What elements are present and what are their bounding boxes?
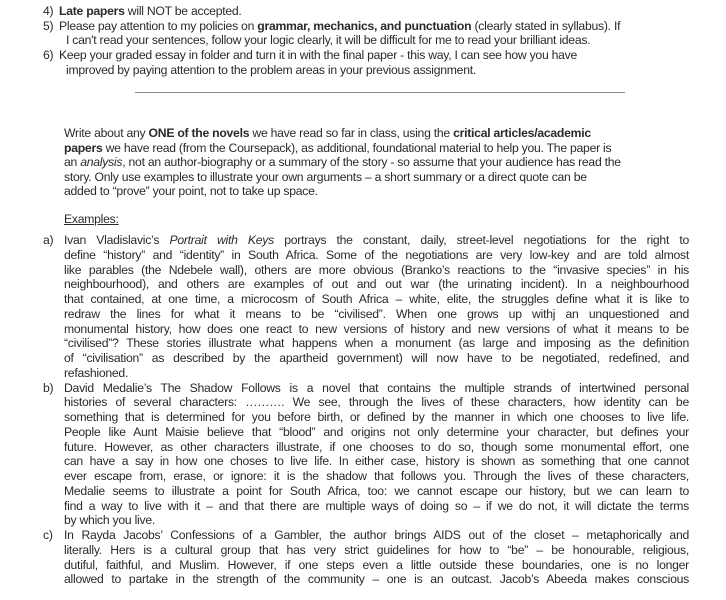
text-run: papers xyxy=(64,140,103,155)
text-run: added to “prove” your point, not to take up space. xyxy=(64,184,318,199)
text-run: refashioned. xyxy=(64,365,129,380)
policy-line xyxy=(66,63,476,78)
example-line xyxy=(64,425,689,440)
example-line xyxy=(64,248,689,263)
text-run: ONE of the novels xyxy=(148,126,250,140)
text-run: neighbourhood), and others are examples of out and out war (the urinating incident). In a neighbourhood xyxy=(64,277,689,292)
example-line xyxy=(64,454,689,469)
text-run: Keep your graded essay in folder and turn it in with the final paper - this way, I can see how you have xyxy=(59,48,578,63)
example-line xyxy=(64,233,689,248)
text-run: analysis xyxy=(80,155,123,170)
text-run: of “civilisation” as described by the apartheid government) will now have to be negotiated, redefined, and xyxy=(64,351,689,365)
instruction-line xyxy=(64,126,689,141)
text-run: I can't read your sentences, follow your logic clearly, it will be difficult for me to read your brilliant ideas. xyxy=(66,33,591,48)
horizontal-divider xyxy=(135,92,625,93)
text-run: People like Aunt Maisie believe that “blood” and origins not only determine your character, but defines your xyxy=(64,424,689,439)
text-run: we have read so far in class, using the xyxy=(249,126,454,140)
example-line xyxy=(64,351,689,366)
text-run: monumental history, how does one react to new versions of history and new versions of what it means to be xyxy=(64,321,689,336)
text-run: In Rayda Jacobs’ Confessions of a Gambler, the author brings AIDS out of the closet – metaphorically and xyxy=(64,528,689,542)
list-marker: 4) xyxy=(43,4,54,18)
example-line xyxy=(64,410,689,425)
text-run: that contained, at one time, a microcosm of South Africa – white, elite, the struggles define what it is like to xyxy=(64,292,689,306)
instruction-line xyxy=(64,170,689,185)
text-run: (clearly stated in syllabus). If xyxy=(471,18,621,33)
text-run: dutiful, faithful, and Muslim. However, if one steps even a little outside these boundaries, one is no longer xyxy=(64,557,689,572)
text-run: Portrait with Keys xyxy=(169,233,274,247)
list-marker: 6) xyxy=(43,48,54,63)
text-run: like parables (the Ndebele wall), others are more obvious (Branko’s reactions to the “invasive species” in his xyxy=(64,262,689,277)
example-line xyxy=(64,381,689,396)
policy-line xyxy=(66,33,590,48)
list-marker: 5) xyxy=(43,18,54,33)
text-run: critical articles/academic xyxy=(453,126,591,140)
text-run: future. However, as other characters illustrate, if one chooses to do so, though some monumental effort, one xyxy=(64,439,689,454)
instruction-line xyxy=(64,155,689,170)
text-run: , not an author-biography or a summary of the story - so assume that your audience has read the xyxy=(122,155,621,170)
example-line xyxy=(64,572,689,587)
text-run: find a way to live with it – and that there are multiple ways of doing so – if we do not, it will dictate the terms xyxy=(64,498,689,513)
text-run: story. Only use examples to illustrate your own arguments – a short summary or a direct quote can be xyxy=(64,169,587,184)
text-run: Write about any xyxy=(64,126,149,140)
text-run: histories of several characters: ………. We see, through the lives of these characters, how identity can be xyxy=(64,395,689,410)
example-line xyxy=(64,307,689,322)
text-run: something that is determined for you before birth, or defined by the manner in which one chooses to live life. xyxy=(64,410,689,424)
text-run: an xyxy=(64,155,81,170)
text-run: David Medalie’s The Shadow Follows is a novel that contains the multiple strands of intertwined personal xyxy=(64,380,689,395)
text-run: Late papers xyxy=(59,4,125,18)
example-line xyxy=(64,336,689,351)
example-line xyxy=(64,395,689,410)
text-run: redraw the lines for what it means to be “civilised”. When one grows up withj an unquestioned and xyxy=(64,306,689,321)
example-line xyxy=(64,484,689,499)
text-run: ever escape from, erase, or ignore: it is the shadow that follows you. Through the lives of these characters, xyxy=(64,469,689,483)
policy-line xyxy=(59,48,577,63)
examples-heading: Examples: xyxy=(64,212,119,226)
example-line xyxy=(64,277,689,292)
text-run: Please pay attention to my policies on xyxy=(59,18,258,33)
text-run: “civilised”? These stories illustrate what happens when a monument (as large and imposing as the definition xyxy=(64,336,689,351)
example-line xyxy=(64,366,689,381)
text-run: portrays the constant, daily, street-level negotiations for the right to xyxy=(273,233,690,247)
example-line xyxy=(64,543,689,558)
policy-line xyxy=(59,4,242,19)
example-line xyxy=(64,469,689,484)
text-run: grammar, mechanics, and punctuation xyxy=(257,18,472,33)
text-run: will NOT be accepted. xyxy=(124,4,242,18)
list-marker: c) xyxy=(43,528,53,542)
text-run: can have a say in how one choses to live life. In either case, history is shown as something that one cannot xyxy=(64,454,689,469)
text-run: literally. Hers is a cultural group that has very strict guidelines for how to “be” – be honourable, religious, xyxy=(64,542,689,557)
example-line xyxy=(64,440,689,455)
text-run: improved by paying attention to the problem areas in your previous assignment. xyxy=(66,62,477,77)
policy-line xyxy=(59,19,620,34)
text-run: we have read (from the Coursepack), as additional, foundational material to help you. The paper is xyxy=(102,140,612,155)
example-line xyxy=(64,558,689,573)
text-run: Ivan Vladislavic’s xyxy=(64,233,170,247)
list-marker: b) xyxy=(43,380,54,395)
example-line xyxy=(64,513,689,528)
list-marker: a) xyxy=(43,233,54,247)
example-line xyxy=(64,322,689,337)
example-line xyxy=(64,292,689,307)
example-line xyxy=(64,499,689,514)
instruction-line xyxy=(64,184,689,199)
text-run: Medalie seems to illustrate a point for South Africa, too: we cannot escape our history, but we can learn to xyxy=(64,483,689,498)
text-run: by which you live. xyxy=(64,513,156,528)
example-line xyxy=(64,263,689,278)
example-line xyxy=(64,528,689,543)
text-run: allowed to partake in the strength of the community – one is an outcast. Jacob’s Abeeda makes conscious xyxy=(64,572,689,587)
text-run: define “history” and “identity” in South Africa. Some of the negotiations are very low-key and are told almost xyxy=(64,247,689,262)
instruction-line xyxy=(64,141,689,156)
